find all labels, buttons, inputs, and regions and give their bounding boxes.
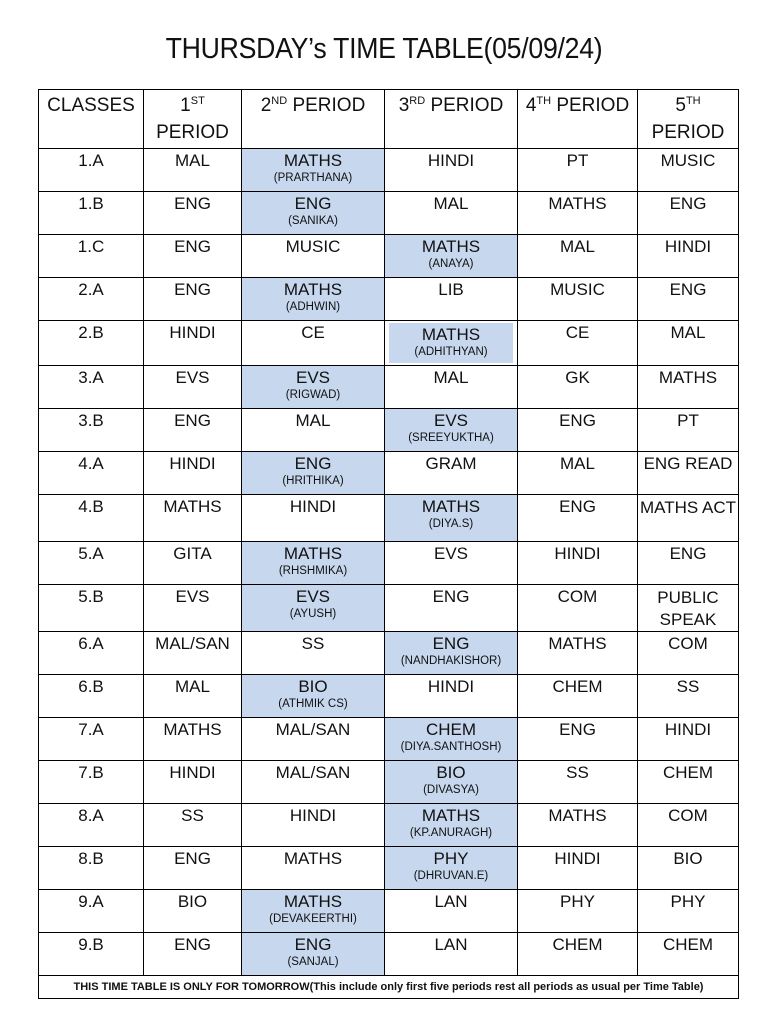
period-cell [518,278,638,321]
cell-teacher: (KP.ANURAGH) [409,827,493,839]
cell-subject: HINDI [427,677,475,696]
timetable [38,89,739,999]
table-row [39,847,739,890]
cell-subject: 7.A [78,720,104,739]
period-cell [385,366,518,409]
cell-teacher: (ANAYA) [428,258,474,270]
highlight-box [389,323,513,363]
cell-subject: COM [668,634,708,653]
table-row [39,542,739,585]
class-cell [39,804,144,847]
period-cell [242,495,385,542]
period-cell [144,761,242,804]
period-cell [385,585,518,632]
period-cell [638,761,739,804]
period-cell [144,192,242,235]
cell-subject: MATHS [421,806,481,825]
cell-teacher: (RHSHMIKA) [278,565,348,577]
period-cell [385,632,518,675]
period-cell [385,933,518,976]
period-cell [242,847,385,890]
cell-subject: BIO [673,849,703,868]
cell-subject: 9.A [78,892,104,911]
class-cell [39,192,144,235]
period-cell [385,761,518,804]
cell-subject: CHEM [552,677,603,696]
cell-teacher: (NANDHAKISHOR) [400,655,502,667]
cell-subject: 8.B [78,849,104,868]
cell-subject: MATHS [283,544,343,563]
cell-subject: 6.B [78,677,104,696]
cell-subject: PHY [560,892,595,911]
period-cell [518,804,638,847]
cell-subject: MATHS [658,368,718,387]
cell-subject: EVS [175,587,210,606]
cell-subject: HINDI [169,454,216,473]
cell-subject: HINDI [427,151,475,170]
cell-subject: CHEM [425,720,477,739]
cell-subject: MATHS [283,892,343,911]
period-cell [385,192,518,235]
period-cell [242,632,385,675]
footer-row [39,976,739,999]
cell-subject: 3.B [78,411,104,430]
period-cell [385,495,518,542]
period-cell [638,235,739,278]
period-cell [518,933,638,976]
cell-subject: MUSIC [660,151,716,170]
period-cell [518,847,638,890]
class-cell [39,452,144,495]
cell-teacher: (PRARTHANA) [273,172,353,184]
cell-subject: MAL [295,411,331,430]
table-row [39,278,739,321]
cell-teacher: (RIGWAD) [285,389,341,401]
cell-subject: COM [557,587,598,606]
header-ordinal: ST [190,95,205,107]
table-row [39,366,739,409]
cell-teacher: (SANJAL) [287,956,339,968]
period-cell [638,675,739,718]
period-cell [144,632,242,675]
period-cell [242,409,385,452]
footer-note: THIS TIME TABLE IS ONLY FOR TOMORROW(This include only first five periods rest all periods as usual per Time Table) [39,976,739,999]
period-cell [518,366,638,409]
cell-subject: 5.A [78,544,104,563]
period-cell [144,675,242,718]
class-cell [39,585,144,632]
period-cell [242,149,385,192]
table-row [39,585,739,632]
period-cell [385,847,518,890]
header-text: 1 [180,95,191,116]
cell-subject: ENG [294,194,332,213]
cell-teacher: (HRITHIKA) [282,475,344,487]
cell-subject: MAL [175,151,210,170]
cell-subject: EVS [433,544,469,563]
class-cell [39,321,144,366]
cell-subject: 7.B [78,763,104,782]
period-cell [385,675,518,718]
cell-teacher: (DHRUVAN.E) [413,870,489,882]
header-cell [144,90,242,149]
header-ordinal: TH [536,95,552,107]
period-cell [144,235,242,278]
period-cell [242,235,385,278]
header-text: PERIOD [551,95,630,116]
cell-subject: MATHS [548,806,607,825]
table-row [39,321,739,366]
period-cell [242,542,385,585]
cell-subject: SS [181,806,204,825]
cell-subject: ENG [174,849,211,868]
header-text: PERIOD [425,95,504,116]
period-cell [242,321,385,366]
period-cell [242,761,385,804]
cell-subject: MATHS [548,634,607,653]
header-cell [518,90,638,149]
class-cell [39,718,144,761]
cell-teacher: (ADHITHYAN) [414,346,488,358]
period-cell [518,235,638,278]
period-cell [518,675,638,718]
period-cell [242,804,385,847]
period-cell [144,933,242,976]
cell-subject: ENG [174,194,211,213]
timetable-body [39,149,739,976]
cell-subject: CE [565,323,590,342]
period-cell [144,585,242,632]
cell-subject: MATHS [283,280,343,299]
period-cell [638,632,739,675]
period-cell [638,890,739,933]
cell-subject: HINDI [554,544,601,563]
period-cell [638,495,739,542]
period-cell [518,452,638,495]
cell-subject: CHEM [662,763,714,782]
table-row [39,632,739,675]
cell-subject: PT [677,411,699,430]
table-row [39,192,739,235]
cell-teacher: (ADHWIN) [285,301,341,313]
period-cell [518,890,638,933]
cell-subject: HINDI [554,849,601,868]
cell-teacher: (AYUSH) [289,608,337,620]
cell-subject: EVS [295,368,331,387]
header-cell [242,90,385,149]
cell-subject: 6.A [78,634,104,653]
cell-subject: 2.B [78,323,104,342]
cell-subject: GRAM [425,454,477,473]
cell-subject: MAL/SAN [275,720,351,739]
cell-subject: SS [676,677,700,696]
cell-subject: LAN [434,935,468,954]
period-cell [242,585,385,632]
cell-subject: HINDI [289,497,337,516]
cell-subject: GITA [173,544,212,563]
header-cell [385,90,518,149]
cell-subject: MAL/SAN [275,763,351,782]
period-cell [638,149,739,192]
cell-subject: BIO [298,677,328,696]
header-text: 3 [398,95,410,116]
cell-subject: MATHS [421,237,481,256]
period-cell [518,761,638,804]
period-cell [144,278,242,321]
period-cell [638,847,739,890]
period-cell [144,495,242,542]
cell-subject: HINDI [169,763,216,782]
cell-subject: HINDI [664,237,712,256]
class-cell [39,933,144,976]
page-title: THURSDAY’s TIME TABLE(05/09/24) [165,33,603,65]
header-text: 4 [525,95,537,116]
cell-subject: ENG [669,544,707,563]
cell-subject: MATHS [548,194,607,213]
period-cell [638,718,739,761]
class-cell [39,366,144,409]
cell-subject: MAL [433,194,469,213]
period-cell [144,847,242,890]
table-row [39,761,739,804]
cell-subject: HINDI [169,323,216,342]
cell-subject: MATHS [283,151,343,170]
cell-subject: ENG [669,194,707,213]
table-row [39,890,739,933]
period-cell [385,890,518,933]
period-cell [242,890,385,933]
period-cell [385,278,518,321]
cell-subject: BIO [436,763,466,782]
header-text: 5 [675,95,686,116]
period-cell [638,933,739,976]
table-row [39,495,739,542]
period-cell [638,542,739,585]
period-cell [242,933,385,976]
cell-subject: SS [301,634,325,653]
cell-subject: ENG [432,634,470,653]
class-cell [39,409,144,452]
period-cell [385,321,518,366]
cell-subject: MAL [560,454,595,473]
header-text: 2 [260,95,272,116]
cell-subject: 1.B [78,194,104,213]
period-cell [242,278,385,321]
table-row [39,149,739,192]
period-cell [385,452,518,495]
period-cell [144,890,242,933]
cell-subject: ENG [669,280,707,299]
cell-subject: 1.A [78,151,104,170]
cell-teacher: (DEVAKEERTHI) [269,913,357,925]
period-cell [144,366,242,409]
table-row [39,452,739,495]
period-cell [638,804,739,847]
cell-subject: CHEM [662,935,714,954]
header-text: PERIOD [287,95,366,116]
period-cell [518,495,638,542]
period-cell [518,149,638,192]
header-text: PERIOD [156,122,229,143]
period-cell [242,452,385,495]
header-ordinal: TH [685,95,701,107]
cell-subject: ENG [174,280,211,299]
cell-subject: MAL [560,237,595,256]
cell-subject: MUSIC [550,280,605,299]
table-row [39,675,739,718]
table-row [39,718,739,761]
cell-subject: MATHS [163,720,222,739]
period-cell [144,409,242,452]
cell-subject: ENG [174,237,211,256]
cell-subject: MATHS [163,497,222,516]
cell-subject: HINDI [289,806,337,825]
period-cell [385,718,518,761]
table-row [39,804,739,847]
cell-subject: ENG [174,411,211,430]
cell-subject: ENG [559,497,596,516]
cell-subject: 3.A [78,368,104,387]
cell-subject: 1.C [77,237,105,256]
period-cell [144,542,242,585]
class-cell [39,890,144,933]
period-cell [385,409,518,452]
period-cell [638,366,739,409]
period-cell [638,585,739,632]
cell-subject: 8.A [78,806,104,825]
period-cell [144,149,242,192]
cell-subject: EVS [295,587,331,606]
period-cell [144,321,242,366]
period-cell [518,632,638,675]
cell-subject: HINDI [664,720,712,739]
class-cell [39,542,144,585]
cell-subject: PHY [433,849,469,868]
header-text: CLASSES [47,95,135,116]
period-cell [518,585,638,632]
period-cell [518,718,638,761]
period-cell [242,192,385,235]
period-cell [638,321,739,366]
cell-teacher: (DIVASYA) [423,784,479,796]
table-row [39,933,739,976]
class-cell [39,235,144,278]
cell-subject: BIO [177,892,208,911]
cell-subject: 4.A [78,454,104,473]
cell-subject: LIB [438,280,464,299]
cell-teacher: (SREEYUKTHA) [408,432,494,444]
cell-subject: MAL [433,368,469,387]
period-cell [144,452,242,495]
cell-subject: GK [565,368,590,387]
cell-teacher: (DIYA.SANTHOSH) [400,741,502,753]
cell-subject: CE [301,323,325,342]
period-cell [385,804,518,847]
cell-teacher: (DIYA.S) [428,518,474,530]
period-cell [638,409,739,452]
header-text: PERIOD [651,122,725,143]
header-ordinal: RD [409,95,426,107]
cell-subject: ENG [559,720,596,739]
period-cell [242,718,385,761]
cell-teacher: (SANIKA) [288,215,338,227]
period-cell [638,452,739,495]
class-cell [39,632,144,675]
header-cell [39,90,144,149]
cell-subject: MATHS [421,497,481,516]
cell-subject: EVS [175,368,210,387]
cell-subject: PUBLIC SPEAK [657,588,719,629]
class-cell [39,675,144,718]
cell-subject: CHEM [552,935,603,954]
cell-subject: SS [566,763,589,782]
cell-subject: ENG [559,411,596,430]
class-cell [39,278,144,321]
cell-subject: ENG READ [643,454,733,473]
period-cell [518,192,638,235]
table-row [39,409,739,452]
cell-subject: 4.B [78,497,104,516]
class-cell [39,495,144,542]
cell-subject: MAL [670,323,706,342]
cell-subject: PHY [670,892,706,911]
header-cell [638,90,739,149]
period-cell [518,409,638,452]
cell-subject: MAL [175,677,210,696]
class-cell [39,847,144,890]
period-cell [518,542,638,585]
class-cell [39,761,144,804]
period-cell [518,321,638,366]
class-cell [39,149,144,192]
cell-subject: COM [668,806,708,825]
header-row [39,90,739,149]
cell-subject: EVS [433,411,469,430]
cell-subject: ENG [294,935,332,954]
cell-subject: 5.B [78,587,104,606]
cell-subject: LAN [434,892,468,911]
period-cell [385,235,518,278]
cell-subject: 9.B [78,935,104,954]
header-ordinal: ND [271,95,288,107]
cell-teacher: (ATHMIK CS) [278,698,348,710]
cell-subject: MAL/SAN [155,634,230,653]
cell-subject: ENG [174,935,211,954]
period-cell [242,675,385,718]
table-row [39,235,739,278]
cell-subject: MATHS [421,325,481,344]
period-cell [144,804,242,847]
cell-subject: PT [566,151,589,170]
period-cell [385,542,518,585]
cell-subject: MATHS ACT [639,498,737,517]
cell-subject: 2.A [78,280,104,299]
period-cell [144,718,242,761]
cell-subject: ENG [294,454,332,473]
cell-subject: MATHS [283,849,343,868]
period-cell [638,278,739,321]
cell-subject: MUSIC [285,237,341,256]
period-cell [638,192,739,235]
cell-subject: ENG [432,587,470,606]
period-cell [385,149,518,192]
period-cell [242,366,385,409]
